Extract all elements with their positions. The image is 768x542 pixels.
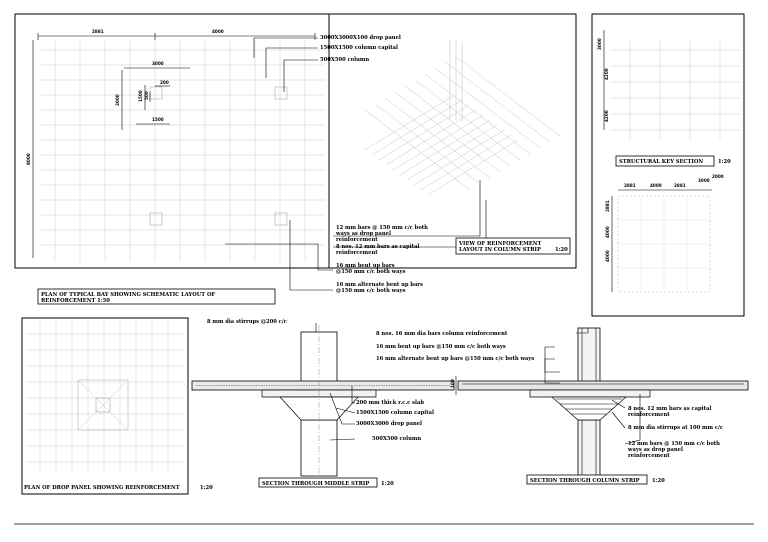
view-isometric-mesh <box>365 40 560 195</box>
label-column: 500X500 column <box>320 57 370 63</box>
title-view-1: VIEW OF REINFORCEMENT <box>459 241 542 247</box>
label-bars-capital-2: reinforcement <box>336 250 378 256</box>
key-lower-dim-2: 4000 <box>650 183 662 188</box>
label-slab: 200 mm thick r.c.c slab <box>356 400 424 406</box>
title-key-scale: 1:20 <box>718 159 731 165</box>
structural-key-section <box>592 14 744 316</box>
label-bars-capital: 8 nos. 12 mm bars as capital <box>336 244 420 250</box>
label-capital: 1500X1500 column capital <box>356 410 434 416</box>
label-bars-drop-2: ways as drop panel <box>336 231 391 237</box>
dim-drop-v: 3000 <box>115 94 120 106</box>
title-column-scale: 1:20 <box>652 478 665 484</box>
key-lower-side-2: 4000 <box>605 226 610 238</box>
title-middle-scale: 1:20 <box>381 481 394 487</box>
dim-left: 8000 <box>26 153 31 165</box>
label-cap-reinf-1: 8 nos. 12 mm bars as capital <box>628 406 712 412</box>
label-alt-bars: 16 mm alternate bent up bars <box>336 282 423 288</box>
key-lower-dim-5: 2000 <box>712 174 724 179</box>
key-top-grid <box>612 40 740 140</box>
label-drop-reinf-2: ways as drop panel <box>628 447 683 453</box>
label-drop-reinf-3: reinforcement <box>628 453 670 459</box>
dim-top-right: 4000 <box>212 29 224 34</box>
label-drop-reinf-1: 12 mm bars @ 150 mm c/c both <box>628 441 720 447</box>
key-dim-3: 4200 <box>604 110 609 122</box>
dim-col-v: 500 <box>144 91 149 100</box>
key-lower-dim-3: 2881 <box>674 183 686 188</box>
label-column-mid: 500X500 column <box>372 436 422 442</box>
label-col-stirrups: 8 mm dia stirrups at 100 mm c/c <box>628 425 724 431</box>
title-plan-bay-1: PLAN OF TYPICAL BAY SHOWING SCHEMATIC LAYOUT OF <box>41 292 216 298</box>
title-middle-strip: SECTION THROUGH MIDDLE STRIP <box>262 481 370 487</box>
label-stirrups: 8 mm dia stirrups @200 c/c <box>207 319 287 325</box>
key-dim-1: 3000 <box>597 38 602 50</box>
key-lower-side-3: 4000 <box>605 250 610 262</box>
dim-cap-v: 1500 <box>138 90 143 102</box>
title-view-scale: 1:20 <box>555 247 568 253</box>
title-drop-scale: 1:20 <box>200 485 213 491</box>
dim-cap: 200 <box>160 80 169 85</box>
key-lower-side-1: 2881 <box>605 200 610 212</box>
label-alt-bars-2: @150 mm c/c both ways <box>336 288 406 294</box>
label-bent-bars-2: @150 mm c/c both ways <box>336 269 406 275</box>
label-drop: 3000X3000 drop panel <box>356 421 422 427</box>
key-lower-grid <box>618 196 710 292</box>
label-bars-drop-3: reinforcement <box>336 237 378 243</box>
label-cap-reinf-2: reinforcement <box>628 412 670 418</box>
key-lower-dim-1: 2881 <box>624 183 636 188</box>
label-col-alt-bent: 16 mm alternate bent up bars @150 mm c/c both ways <box>376 356 535 362</box>
section-column-strip <box>376 328 748 484</box>
key-lower-dim-4: 3000 <box>698 178 710 183</box>
plan-drop-panel <box>22 318 213 494</box>
title-plan-bay-2: REINFORCEMENT 1:50 <box>41 298 110 304</box>
plan-typical-bay <box>15 14 486 304</box>
col-strip-dim-left: 100 <box>450 379 455 388</box>
dim-top-left: 2881 <box>92 29 104 34</box>
key-dim-2: 4200 <box>604 68 609 80</box>
label-col-reinf: 8 nos. 16 mm dia bars column reinforcement <box>376 331 508 337</box>
drop-panel-grid <box>28 322 184 470</box>
title-view-2: LAYOUT IN COLUMN STRIP <box>459 247 541 253</box>
dim-cap-h: 1500 <box>152 117 164 122</box>
label-bars-drop: 12 mm bars @ 150 mm c/c both <box>336 225 428 231</box>
dim-drop: 3000 <box>152 61 164 66</box>
title-key-section: STRUCTURAL KEY SECTION <box>619 159 704 165</box>
label-drop-panel: 3000X3000X100 drop panel <box>320 35 401 41</box>
label-bent-bars: 16 mm bent up bars <box>336 263 395 269</box>
plan-bay-grid <box>40 40 325 262</box>
label-col-bent: 16 mm bent up bars @150 mm c/c both ways <box>376 344 506 350</box>
label-column-capital: 1500X1500 column capital <box>320 45 398 51</box>
title-column-strip: SECTION THROUGH COLUMN STRIP <box>530 478 640 484</box>
title-drop-panel: PLAN OF DROP PANEL SHOWING REINFORCEMENT <box>24 485 180 491</box>
